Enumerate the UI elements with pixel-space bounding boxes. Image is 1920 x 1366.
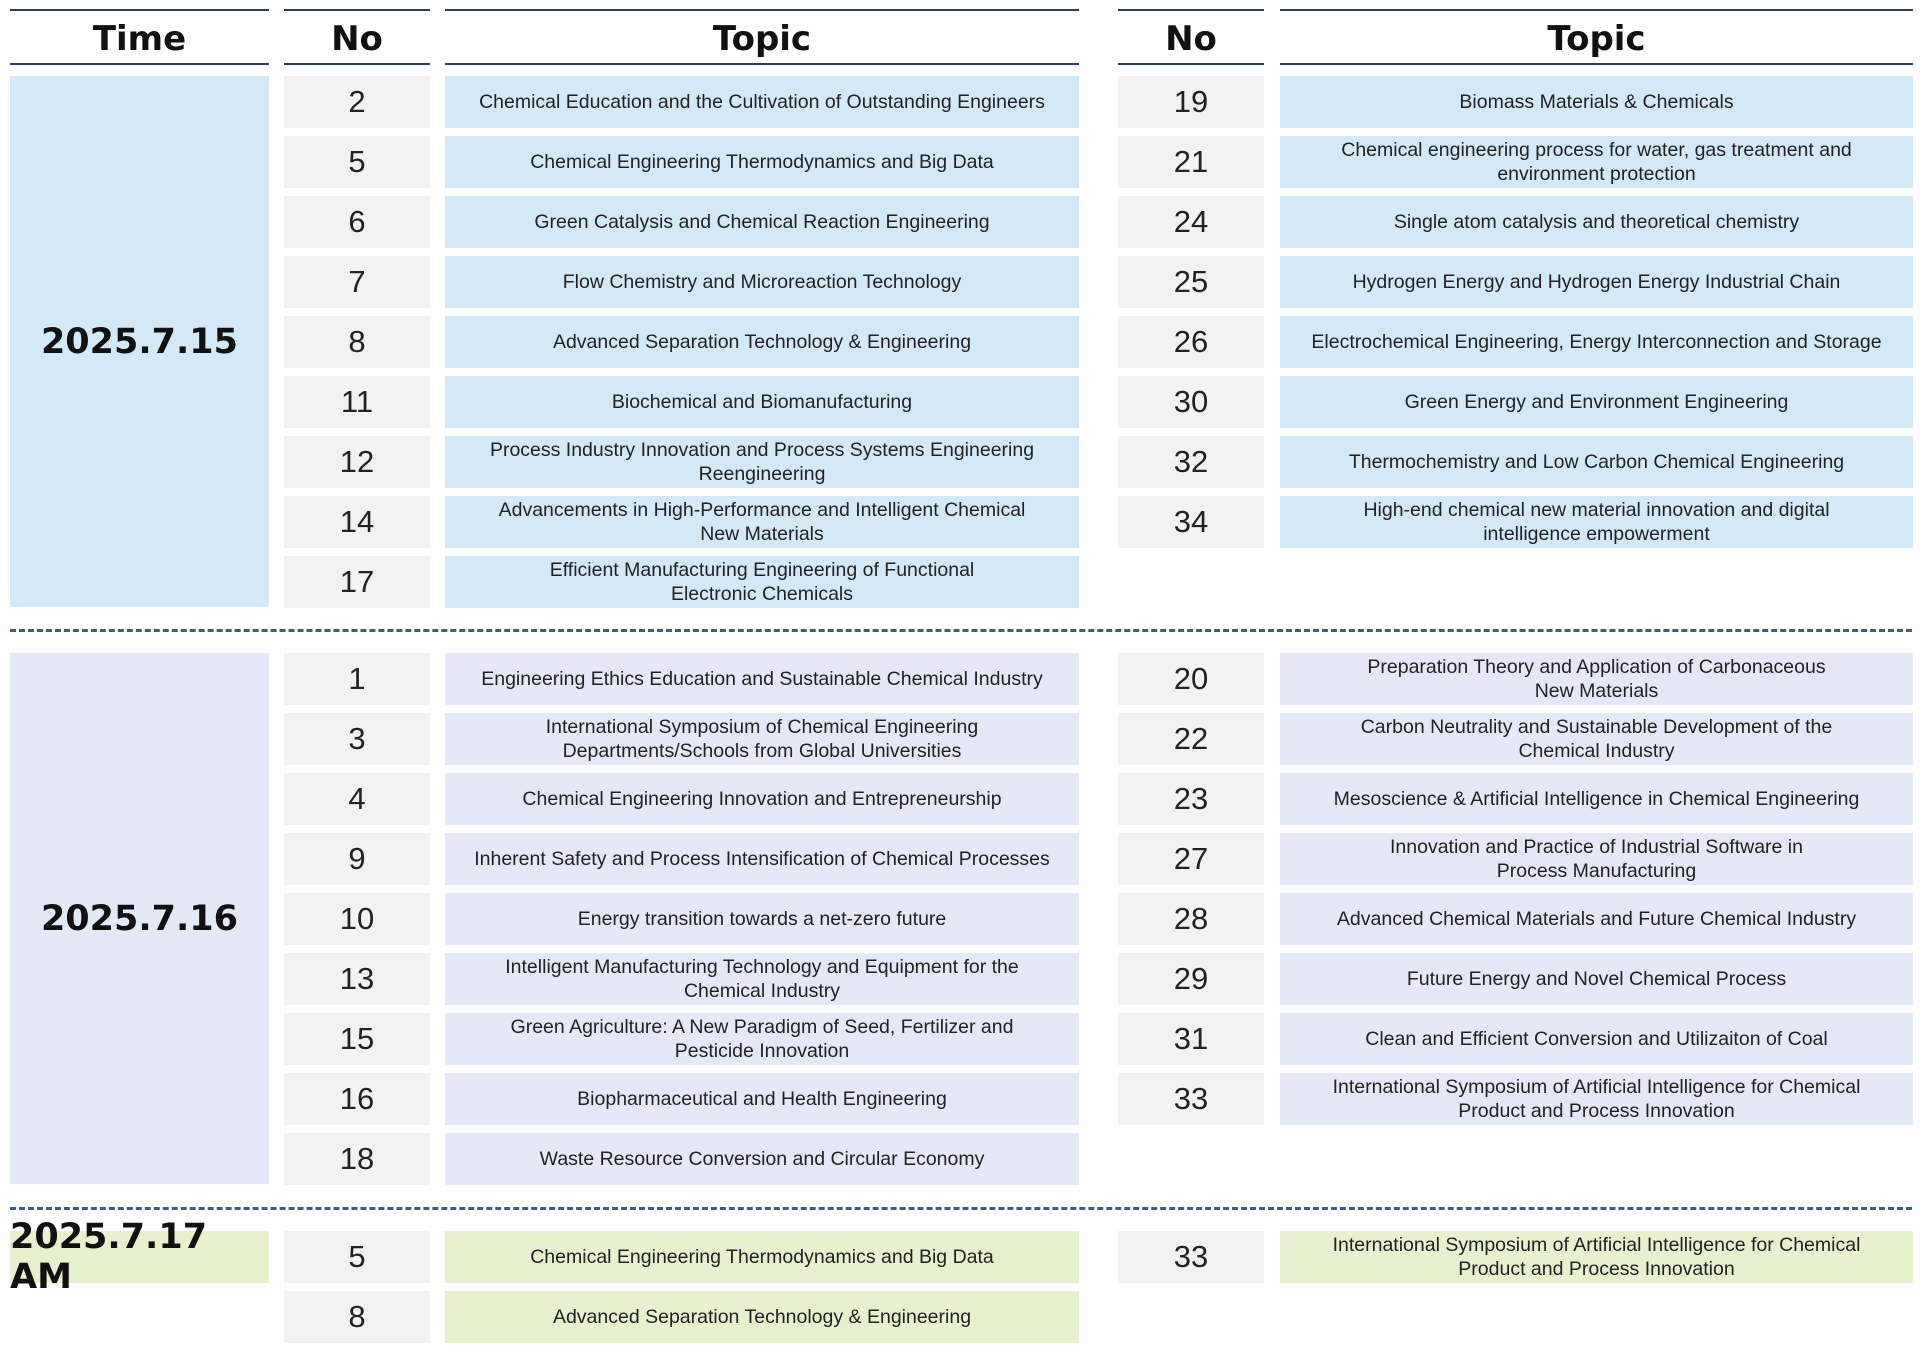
topic-title: Green Catalysis and Chemical Reaction Engineering [445, 196, 1079, 248]
topic-title: Future Energy and Novel Chemical Process [1280, 953, 1913, 1005]
topic-number: 16 [284, 1073, 430, 1125]
topic-number: 5 [284, 136, 430, 188]
topic-number: 29 [1118, 953, 1264, 1005]
topic-title: Biomass Materials & Chemicals [1280, 76, 1913, 128]
header-time: Time [10, 9, 269, 65]
header-topic-right: Topic [1280, 9, 1913, 65]
table-row [0, 1073, 1920, 1125]
topic-number: 1 [284, 653, 430, 705]
topic-title: Preparation Theory and Application of Carbonaceous New Materials [1280, 653, 1913, 705]
topic-title: Thermochemistry and Low Carbon Chemical Engineering [1280, 436, 1913, 488]
topic-title: Innovation and Practice of Industrial Software in Process Manufacturing [1280, 833, 1913, 885]
table-row [0, 713, 1920, 765]
topic-title: Inherent Safety and Process Intensification of Chemical Processes [445, 833, 1079, 885]
topic-title: Efficient Manufacturing Engineering of Functional Electronic Chemicals [445, 556, 1079, 608]
topic-number: 3 [284, 713, 430, 765]
table-row [0, 953, 1920, 1005]
topic-number: 17 [284, 556, 430, 608]
session-date-jul15: 2025.7.15 [10, 76, 269, 607]
topic-number: 13 [284, 953, 430, 1005]
table-row [0, 1291, 1920, 1343]
table-row [0, 136, 1920, 188]
topic-number: 5 [284, 1231, 430, 1283]
topic-title: Chemical Engineering Innovation and Entrepreneurship [445, 773, 1079, 825]
header-no-left: No [284, 9, 430, 65]
table-row [0, 436, 1920, 488]
table-row [0, 556, 1920, 608]
topic-title: Engineering Ethics Education and Sustainable Chemical Industry [445, 653, 1079, 705]
topic-title: Energy transition towards a net-zero future [445, 893, 1079, 945]
topic-title: Clean and Efficient Conversion and Utilizaiton of Coal [1280, 1013, 1913, 1065]
topic-title: International Symposium of Chemical Engineering Departments/Schools from Global Universities [445, 713, 1079, 765]
topic-title: Advancements in High-Performance and Intelligent Chemical New Materials [445, 496, 1079, 548]
topic-title: Electrochemical Engineering, Energy Interconnection and Storage [1280, 316, 1913, 368]
topic-number: 21 [1118, 136, 1264, 188]
topic-number: 11 [284, 376, 430, 428]
topic-title: International Symposium of Artificial Intelligence for Chemical Product and Process Innovation [1280, 1073, 1913, 1125]
topic-title: Mesoscience & Artificial Intelligence in Chemical Engineering [1280, 773, 1913, 825]
topic-title: Green Agriculture: A New Paradigm of Seed, Fertilizer and Pesticide Innovation [445, 1013, 1079, 1065]
topic-number: 25 [1118, 256, 1264, 308]
topic-number: 10 [284, 893, 430, 945]
header-topic-left: Topic [445, 9, 1079, 65]
session-date-jul16: 2025.7.16 [10, 653, 269, 1184]
topic-number: 9 [284, 833, 430, 885]
topic-title: Green Energy and Environment Engineering [1280, 376, 1913, 428]
topic-number: 12 [284, 436, 430, 488]
topic-title: Chemical engineering process for water, gas treatment and environment protection [1280, 136, 1913, 188]
topic-number: 26 [1118, 316, 1264, 368]
topic-number: 18 [284, 1133, 430, 1185]
topic-title: Biochemical and Biomanufacturing [445, 376, 1079, 428]
topic-title: Advanced Chemical Materials and Future Chemical Industry [1280, 893, 1913, 945]
topic-title: Advanced Separation Technology & Engineering [445, 316, 1079, 368]
topic-title: Waste Resource Conversion and Circular Economy [445, 1133, 1079, 1185]
topic-number: 28 [1118, 893, 1264, 945]
table-row [0, 773, 1920, 825]
topic-title: Advanced Separation Technology & Engineering [445, 1291, 1079, 1343]
topic-number: 27 [1118, 833, 1264, 885]
session-divider [10, 1207, 1912, 1210]
topic-number: 2 [284, 76, 430, 128]
table-row [0, 496, 1920, 548]
topic-title: High-end chemical new material innovation and digital intelligence empowerment [1280, 496, 1913, 548]
topic-title: Flow Chemistry and Microreaction Technology [445, 256, 1079, 308]
topic-title: Biopharmaceutical and Health Engineering [445, 1073, 1079, 1125]
topic-title: Chemical Engineering Thermodynamics and Big Data [445, 1231, 1079, 1283]
table-row [0, 1231, 1920, 1283]
topic-title: Carbon Neutrality and Sustainable Development of the Chemical Industry [1280, 713, 1913, 765]
topic-number: 30 [1118, 376, 1264, 428]
table-row [0, 196, 1920, 248]
session-date-jul17-am: 2025.7.17 AM [10, 1231, 269, 1283]
topic-number: 15 [284, 1013, 430, 1065]
topic-number: 7 [284, 256, 430, 308]
topic-number: 33 [1118, 1231, 1264, 1283]
topic-title: International Symposium of Artificial Intelligence for Chemical Product and Process Innovation [1280, 1231, 1913, 1283]
topic-number: 4 [284, 773, 430, 825]
topic-title: Chemical Education and the Cultivation of Outstanding Engineers [445, 76, 1079, 128]
table-row [0, 376, 1920, 428]
topic-title: Intelligent Manufacturing Technology and Equipment for the Chemical Industry [445, 953, 1079, 1005]
topic-number: 24 [1118, 196, 1264, 248]
topic-number: 31 [1118, 1013, 1264, 1065]
topic-title: Single atom catalysis and theoretical chemistry [1280, 196, 1913, 248]
topic-number: 20 [1118, 653, 1264, 705]
topic-number: 34 [1118, 496, 1264, 548]
header-no-right: No [1118, 9, 1264, 65]
topic-title: Hydrogen Energy and Hydrogen Energy Industrial Chain [1280, 256, 1913, 308]
table-row [0, 1133, 1920, 1185]
table-row [0, 653, 1920, 705]
topic-number: 22 [1118, 713, 1264, 765]
table-row [0, 893, 1920, 945]
topic-number: 19 [1118, 76, 1264, 128]
table-row [0, 256, 1920, 308]
topic-number: 14 [284, 496, 430, 548]
topic-number: 8 [284, 1291, 430, 1343]
table-row [0, 833, 1920, 885]
topic-number: 8 [284, 316, 430, 368]
table-row [0, 316, 1920, 368]
topic-number: 23 [1118, 773, 1264, 825]
topic-number: 33 [1118, 1073, 1264, 1125]
topic-title: Chemical Engineering Thermodynamics and Big Data [445, 136, 1079, 188]
topic-title: Process Industry Innovation and Process Systems Engineering Reengineering [445, 436, 1079, 488]
topic-number: 32 [1118, 436, 1264, 488]
session-divider [10, 629, 1912, 632]
topic-number: 6 [284, 196, 430, 248]
table-row [0, 1013, 1920, 1065]
table-row [0, 76, 1920, 128]
